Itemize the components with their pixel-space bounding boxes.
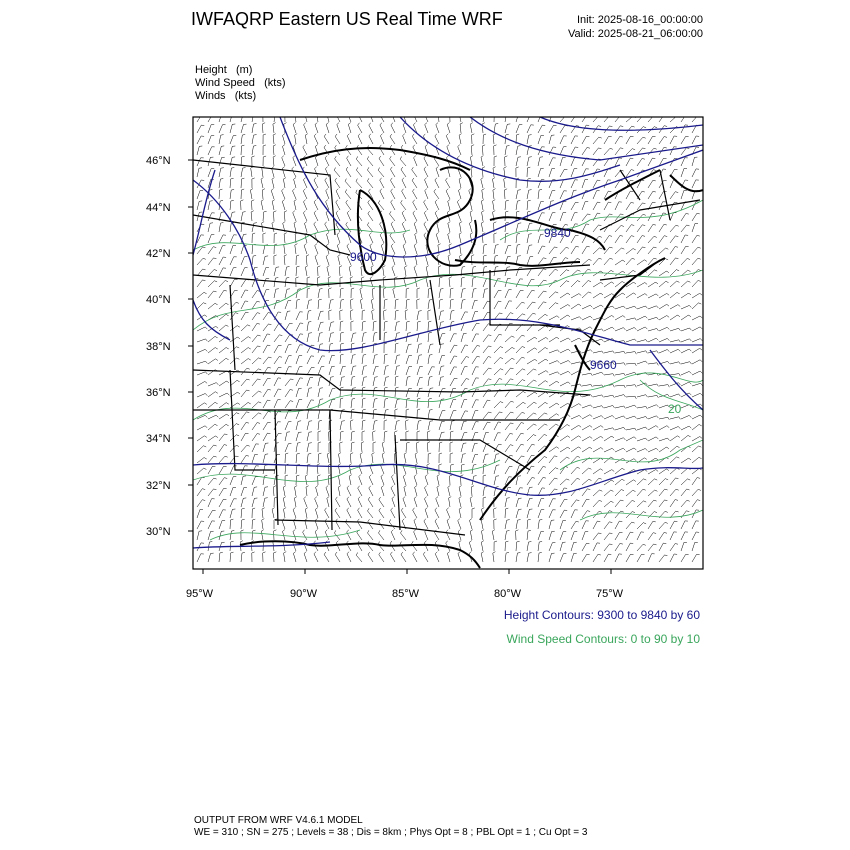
lat-label: 44°N (146, 202, 171, 214)
wind-contour-info: Wind Speed Contours: 0 to 90 by 10 (506, 632, 700, 646)
lat-label: 34°N (146, 433, 171, 445)
field-winds: Winds (kts) (195, 90, 257, 102)
lon-label: 95°W (186, 588, 214, 600)
model-info (194, 815, 587, 839)
height-label-9660: 9660 (590, 358, 617, 372)
lat-label: 32°N (146, 480, 171, 492)
height-label-9600: 9600 (350, 250, 377, 264)
valid-time: Valid: 2025-08-21_06:00:00 (568, 28, 703, 40)
lat-label: 38°N (146, 341, 171, 353)
wind-speed-label: 20 (668, 402, 682, 416)
field-height: Height (m) (195, 64, 253, 76)
model-config: WE = 310 ; SN = 275 ; Levels = 38 ; Dis = 8km ; Phys Opt = 8 ; PBL Opt = 1 ; Cu Opt = 3 (194, 827, 588, 838)
lat-label: 46°N (146, 155, 171, 167)
height-label-9840: 9840 (544, 226, 571, 240)
lon-label: 80°W (494, 588, 522, 600)
lat-label: 36°N (146, 387, 171, 399)
model-version: OUTPUT FROM WRF V4.6.1 MODEL (194, 815, 363, 826)
lat-label: 42°N (146, 248, 171, 260)
lon-label: 90°W (290, 588, 318, 600)
lat-label: 40°N (146, 294, 171, 306)
lat-ticks (146, 155, 193, 538)
lon-label: 75°W (596, 588, 624, 600)
map-title: IWFAQRP Eastern US Real Time WRF (191, 9, 503, 29)
lon-ticks (186, 569, 624, 600)
init-time: Init: 2025-08-16_00:00:00 (577, 14, 703, 26)
height-contour-info: Height Contours: 9300 to 9840 by 60 (503, 608, 700, 622)
lon-label: 85°W (392, 588, 420, 600)
field-wind-speed: Wind Speed (kts) (195, 77, 286, 89)
lat-label: 30°N (146, 526, 171, 538)
